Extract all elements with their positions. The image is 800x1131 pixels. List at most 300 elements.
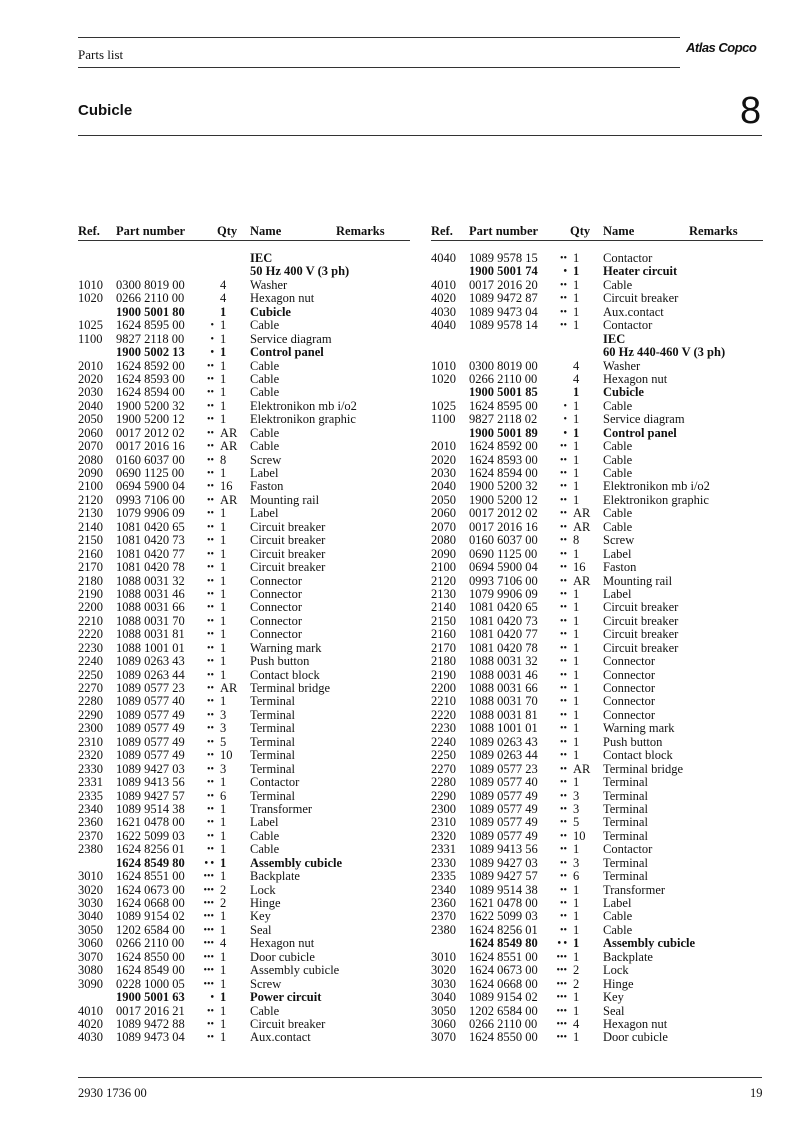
level-dots: •• <box>206 669 214 681</box>
level-dots: •• <box>206 817 214 829</box>
part-number-cell: 1089 0263 44 <box>116 667 185 682</box>
ref-cell: 3040 <box>78 909 103 924</box>
part-number-cell: 1624 8594 00 <box>469 466 538 480</box>
part-number-cell: 1624 0668 00 <box>116 896 185 910</box>
qty-cell: 1 <box>573 385 580 400</box>
level-dots: •• <box>206 736 214 748</box>
level-dots: •• <box>206 656 214 668</box>
part-number-cell: 1900 5001 63 <box>116 990 185 1005</box>
qty-cell: 1 <box>220 976 227 991</box>
ref-cell: 4030 <box>431 304 456 319</box>
header-ref: Ref. <box>431 224 453 238</box>
part-number-cell: 1088 1001 01 <box>469 721 538 736</box>
qty-cell: 1 <box>220 667 227 682</box>
qty-cell: 2 <box>220 896 227 910</box>
part-number-cell: 1202 6584 00 <box>469 1003 538 1018</box>
qty-cell: 1 <box>220 385 227 400</box>
level-dots: •• <box>206 360 214 372</box>
name-cell: Circuit breaker <box>603 291 679 306</box>
name-cell: Contactor <box>603 318 653 333</box>
part-number-cell: 0228 1000 05 <box>116 976 185 991</box>
level-dots: ••• <box>203 884 214 896</box>
name-cell: Lock <box>603 963 629 978</box>
part-number-cell: 1089 0263 44 <box>469 748 538 763</box>
part-number-cell: 1900 5200 32 <box>469 479 538 494</box>
ref-cell: 2370 <box>78 828 103 843</box>
name-cell: Terminal <box>250 748 295 763</box>
qty-cell: 1 <box>220 963 227 978</box>
name-cell: Connector <box>250 586 303 601</box>
ref-cell: 3010 <box>78 869 103 884</box>
ref-cell: 1025 <box>78 318 103 333</box>
name-cell: Transformer <box>603 882 666 897</box>
header-qty: Qty <box>217 224 238 238</box>
part-number-cell: 9827 2118 02 <box>469 412 538 427</box>
level-dots: •• <box>559 696 567 708</box>
name-cell: Cable <box>603 277 633 292</box>
level-dots: •• <box>559 468 567 479</box>
level-dots: •• <box>559 575 567 587</box>
name-cell: 50 Hz 400 V (3 ph) <box>250 264 350 279</box>
ref-cell: 3070 <box>431 1030 456 1045</box>
part-number-cell: 1081 0420 65 <box>116 519 185 534</box>
qty-cell: 1 <box>573 640 580 655</box>
qty-cell: 1 <box>220 466 227 480</box>
ref-cell: 3020 <box>431 963 456 978</box>
name-cell: Circuit breaker <box>250 1016 326 1031</box>
ref-cell: 2180 <box>78 573 103 588</box>
column-header <box>78 224 410 238</box>
ref-cell: 2160 <box>431 627 456 642</box>
qty-cell: 10 <box>573 828 586 843</box>
level-dots: •• <box>559 441 567 453</box>
ref-cell: 4040 <box>431 318 456 333</box>
part-number-cell: 0690 1125 00 <box>469 546 538 561</box>
ref-cell: 2130 <box>431 586 456 601</box>
name-cell: Screw <box>603 533 635 548</box>
level-dots: •• <box>559 723 567 735</box>
qty-cell: 1 <box>573 466 580 480</box>
ref-cell: 2220 <box>431 707 456 722</box>
qty-cell: 1 <box>573 291 580 306</box>
level-dots: • <box>210 347 214 359</box>
ref-cell: 2130 <box>78 506 103 521</box>
name-cell: Door cubicle <box>603 1030 668 1045</box>
part-number-cell: 1202 6584 00 <box>116 922 185 937</box>
name-cell: Label <box>603 586 632 601</box>
name-cell: Terminal bridge <box>250 681 330 695</box>
ref-cell: 2060 <box>78 425 103 440</box>
ref-cell: 2030 <box>431 466 456 480</box>
qty-cell: 8 <box>220 452 227 467</box>
column-header <box>431 224 763 238</box>
part-number-cell: 1900 5200 32 <box>116 398 185 413</box>
level-dots: •• <box>559 830 567 842</box>
part-number-cell: 1089 9154 02 <box>469 990 538 1005</box>
ref-cell: 2380 <box>78 842 103 857</box>
ref-cell: 2030 <box>78 385 103 400</box>
ref-cell: 1010 <box>78 277 103 292</box>
part-number-cell: 1622 5099 03 <box>116 828 185 843</box>
name-cell: Washer <box>250 277 288 292</box>
level-dots: • • <box>557 938 567 950</box>
level-dots: •• <box>559 642 567 654</box>
level-dots: •• <box>559 736 567 748</box>
part-number-cell: 0690 1125 00 <box>116 466 185 480</box>
qty-cell: 1 <box>573 896 580 910</box>
qty-cell: 6 <box>573 869 580 884</box>
qty-cell: 1 <box>220 331 227 346</box>
ref-cell: 3070 <box>78 949 103 964</box>
header-name: Name <box>250 224 282 238</box>
part-number-cell: 0017 2016 21 <box>116 1003 185 1018</box>
header-ref: Ref. <box>78 224 100 238</box>
level-dots: •• <box>206 1032 214 1044</box>
name-cell: Label <box>603 546 632 561</box>
level-dots: •• <box>206 696 214 708</box>
level-dots: •• <box>206 602 214 614</box>
level-dots: •• <box>206 575 214 587</box>
ref-cell: 2120 <box>431 573 456 588</box>
level-dots: •• <box>559 924 567 936</box>
qty-cell: 1 <box>573 600 580 615</box>
part-number-cell: 1900 5001 89 <box>469 425 538 440</box>
qty-cell: 1 <box>220 990 227 1005</box>
part-number-cell: 0266 2110 00 <box>469 371 538 386</box>
part-number-cell: 1089 0577 49 <box>116 748 185 763</box>
part-number-cell: 1624 8256 01 <box>469 922 538 937</box>
level-dots: •• <box>559 629 567 641</box>
qty-cell: 8 <box>573 533 580 548</box>
page-title: Cubicle <box>78 102 133 119</box>
qty-cell: 1 <box>220 1030 227 1045</box>
level-dots: • <box>210 333 214 345</box>
name-cell: Contact block <box>603 748 673 763</box>
ref-cell: 2200 <box>431 681 456 695</box>
qty-cell: 1 <box>573 425 580 440</box>
level-dots: •• <box>559 911 567 923</box>
name-cell: Assembly cubicle <box>603 936 696 951</box>
ref-cell: 1020 <box>431 371 456 386</box>
part-number-cell: 1089 0263 43 <box>469 734 538 749</box>
qty-cell: 1 <box>220 318 227 333</box>
qty-cell: 1 <box>220 358 227 373</box>
ref-cell: 2320 <box>78 748 103 763</box>
level-dots: •• <box>559 320 567 332</box>
level-dots: ••• <box>203 951 214 963</box>
level-dots: •• <box>206 629 214 641</box>
qty-cell: 1 <box>220 1016 227 1031</box>
qty-cell: 1 <box>573 277 580 292</box>
part-number-cell: 1624 8594 00 <box>116 385 185 400</box>
name-cell: Warning mark <box>603 721 675 736</box>
ref-cell: 2040 <box>431 479 456 494</box>
qty-cell: 4 <box>573 358 580 373</box>
name-cell: Cable <box>250 425 280 440</box>
header-part-number: Part number <box>469 224 539 238</box>
ref-cell: 2370 <box>431 909 456 924</box>
level-dots: • • <box>204 857 214 869</box>
level-dots: •• <box>559 857 567 869</box>
qty-cell: 3 <box>220 721 227 736</box>
qty-cell: 1 <box>573 586 580 601</box>
name-cell: Control panel <box>603 425 677 440</box>
level-dots: •• <box>559 293 567 305</box>
ref-cell: 4020 <box>78 1016 103 1031</box>
part-number-cell: 1081 0420 77 <box>469 627 538 642</box>
level-dots: ••• <box>203 965 214 977</box>
part-number-cell: 1624 8592 00 <box>116 358 185 373</box>
name-cell: Terminal <box>603 775 648 790</box>
name-cell: Cable <box>250 828 280 843</box>
ref-cell: 2050 <box>78 412 103 427</box>
level-dots: •• <box>206 548 214 560</box>
header-remarks: Remarks <box>689 224 738 238</box>
name-cell: Seal <box>603 1003 625 1018</box>
name-cell: Cable <box>603 452 633 467</box>
name-cell: Aux.contact <box>603 304 664 319</box>
name-cell: Hinge <box>603 976 634 991</box>
level-dots: •• <box>559 777 567 789</box>
part-number-cell: 1089 9427 57 <box>469 869 538 884</box>
level-dots: •• <box>206 683 214 694</box>
ref-cell: 2010 <box>431 439 456 454</box>
name-cell: Circuit breaker <box>603 640 679 655</box>
name-cell: Power circuit <box>250 990 322 1005</box>
part-number-cell: 1624 8593 00 <box>469 452 538 467</box>
ref-cell: 2090 <box>78 466 103 480</box>
part-number-cell: 1088 0031 70 <box>116 613 185 628</box>
ref-cell: 3080 <box>78 963 103 978</box>
name-cell: Cable <box>603 506 633 521</box>
part-number-cell: 1624 8549 80 <box>116 855 185 870</box>
name-cell: Cable <box>603 398 633 413</box>
name-cell: Terminal <box>250 788 295 803</box>
qty-cell: 1 <box>220 949 227 964</box>
part-number-cell: 1089 9514 38 <box>116 801 185 816</box>
ref-cell: 3030 <box>78 896 103 910</box>
name-cell: Terminal <box>250 694 295 709</box>
name-cell: Hexagon nut <box>603 1016 668 1031</box>
name-cell: Push button <box>250 654 310 669</box>
qty-cell: 1 <box>220 815 227 830</box>
qty-cell: 1 <box>220 694 227 709</box>
level-dots: • <box>210 992 214 1004</box>
level-dots: •• <box>206 588 214 600</box>
level-dots: •• <box>559 615 567 627</box>
ref-cell: 2330 <box>431 855 456 870</box>
qty-cell: 3 <box>573 801 580 816</box>
part-number-cell: 1089 0577 49 <box>469 788 538 803</box>
qty-cell: 1 <box>220 640 227 655</box>
level-dots: •• <box>559 871 567 883</box>
name-cell: Circuit breaker <box>603 600 679 615</box>
part-number-cell: 0266 2110 00 <box>116 291 185 306</box>
part-number-cell: 1089 0263 43 <box>116 654 185 669</box>
level-dots: •• <box>559 898 567 909</box>
part-number-cell: 1089 9427 57 <box>116 788 185 803</box>
qty-cell: 1 <box>220 654 227 669</box>
name-cell: Connector <box>603 654 656 669</box>
document-number: 2930 1736 00 <box>78 1086 147 1100</box>
name-cell: Terminal <box>603 828 648 843</box>
qty-cell: 1 <box>573 439 580 454</box>
name-cell: Backplate <box>603 949 653 964</box>
qty-cell: 1 <box>573 613 580 628</box>
name-cell: Terminal <box>250 761 295 776</box>
name-cell: Contactor <box>603 251 653 265</box>
qty-cell: 1 <box>573 775 580 790</box>
ref-cell: 2060 <box>431 506 456 521</box>
part-number-cell: 0160 6037 00 <box>469 533 538 548</box>
ref-cell: 2300 <box>78 721 103 736</box>
name-cell: Lock <box>250 882 276 897</box>
name-cell: Contact block <box>250 667 320 682</box>
level-dots: • <box>563 414 567 426</box>
level-dots: •• <box>206 790 214 802</box>
footer-rule <box>78 1077 762 1078</box>
ref-cell: 3060 <box>431 1016 456 1031</box>
ref-cell: 2250 <box>78 667 103 682</box>
name-cell: IEC <box>603 331 626 346</box>
name-cell: Elektronikon graphic <box>250 412 356 427</box>
level-dots: •• <box>559 508 567 520</box>
name-cell: Circuit breaker <box>250 546 326 561</box>
part-number-cell: 0017 2012 02 <box>116 425 185 440</box>
level-dots: ••• <box>556 965 567 977</box>
qty-cell: AR <box>220 425 238 440</box>
ref-cell: 2280 <box>78 694 103 709</box>
ref-cell: 2335 <box>78 788 103 803</box>
level-dots: •• <box>206 615 214 627</box>
qty-cell: 1 <box>220 613 227 628</box>
name-cell: Key <box>603 990 624 1005</box>
name-cell: Terminal <box>603 788 648 803</box>
level-dots: •• <box>206 494 214 506</box>
name-cell: Connector <box>250 600 303 615</box>
qty-cell: 1 <box>573 398 580 413</box>
ref-cell: 1100 <box>78 331 103 346</box>
part-number-cell: 1621 0478 00 <box>116 815 185 830</box>
level-dots: ••• <box>203 938 214 950</box>
qty-cell: 1 <box>220 304 227 319</box>
part-number-cell: 1089 0577 49 <box>469 828 538 843</box>
qty-cell: 1 <box>220 922 227 937</box>
part-number-cell: 0266 2110 00 <box>116 936 185 951</box>
name-cell: Service diagram <box>603 412 685 427</box>
level-dots: •• <box>559 884 567 896</box>
qty-cell: 1 <box>220 586 227 601</box>
level-dots: •• <box>559 803 567 815</box>
name-cell: Connector <box>603 681 656 695</box>
part-number-cell: 1089 9427 03 <box>116 761 185 776</box>
level-dots: •• <box>559 253 567 264</box>
qty-cell: 1 <box>573 667 580 682</box>
level-dots: •• <box>206 844 214 856</box>
qty-cell: 2 <box>573 976 580 991</box>
name-cell: Cable <box>250 371 280 386</box>
level-dots: ••• <box>203 898 214 909</box>
qty-cell: 1 <box>220 345 227 360</box>
name-cell: Contactor <box>250 775 300 790</box>
qty-cell: 4 <box>220 277 227 292</box>
name-cell: Connector <box>250 613 303 628</box>
level-dots: •• <box>206 373 214 385</box>
column-header-rule <box>431 240 763 241</box>
level-dots: •• <box>206 1005 214 1017</box>
name-cell: Washer <box>603 358 641 373</box>
level-dots: •• <box>559 844 567 856</box>
name-cell: Aux.contact <box>250 1030 311 1045</box>
ref-cell: 2310 <box>78 734 103 749</box>
part-number-cell: 1089 9427 03 <box>469 855 538 870</box>
level-dots: •• <box>559 817 567 829</box>
name-cell: Label <box>250 506 279 521</box>
level-dots: •• <box>206 763 214 775</box>
qty-cell: 16 <box>573 560 586 575</box>
name-cell: Cable <box>250 358 280 373</box>
part-number-cell: 0266 2110 00 <box>469 1016 538 1031</box>
ref-cell: 2150 <box>431 613 456 628</box>
level-dots: ••• <box>556 978 567 990</box>
level-dots: •• <box>206 803 214 815</box>
part-number-cell: 0300 8019 00 <box>116 277 185 292</box>
ref-cell: 2360 <box>78 815 103 830</box>
level-dots: ••• <box>556 1032 567 1044</box>
part-number-cell: 1088 0031 32 <box>469 654 538 669</box>
name-cell: Faston <box>603 560 637 575</box>
ref-cell: 2010 <box>78 358 103 373</box>
qty-cell: 1 <box>573 707 580 722</box>
name-cell: Connector <box>603 707 656 722</box>
ref-cell: 2020 <box>78 371 103 386</box>
part-number-cell: 1089 0577 49 <box>469 801 538 816</box>
ref-cell: 2190 <box>431 667 456 682</box>
name-cell: Circuit breaker <box>250 560 326 575</box>
part-number-cell: 0300 8019 00 <box>469 358 538 373</box>
ref-cell: 2070 <box>78 439 103 454</box>
ref-cell: 2100 <box>431 560 456 575</box>
qty-cell: 1 <box>573 251 580 265</box>
column-header-rule <box>78 240 410 241</box>
name-cell: Elektronikon graphic <box>603 492 709 507</box>
name-cell: Cable <box>603 439 633 454</box>
qty-cell: 1 <box>573 990 580 1005</box>
qty-cell: 1 <box>220 506 227 521</box>
ref-cell: 2040 <box>78 398 103 413</box>
level-dots: •• <box>559 709 567 721</box>
qty-cell: 3 <box>573 855 580 870</box>
name-cell: Terminal <box>603 815 648 830</box>
name-cell: Heater circuit <box>603 264 678 279</box>
ref-cell: 2090 <box>431 546 456 561</box>
name-cell: Label <box>603 896 632 910</box>
qty-cell: 1 <box>573 304 580 319</box>
part-number-cell: 1088 1001 01 <box>116 640 185 655</box>
qty-cell: 3 <box>573 788 580 803</box>
ref-cell: 3050 <box>431 1003 456 1018</box>
qty-cell: 1 <box>220 627 227 642</box>
qty-cell: AR <box>220 439 238 454</box>
qty-cell: AR <box>573 519 591 534</box>
level-dots: •• <box>559 602 567 614</box>
qty-cell: 4 <box>220 291 227 306</box>
qty-cell: 1 <box>573 949 580 964</box>
level-dots: •• <box>206 562 214 574</box>
part-number-cell: 1900 5200 12 <box>469 492 538 507</box>
part-number-cell: 0017 2016 16 <box>116 439 185 454</box>
part-number-cell: 1624 8551 00 <box>116 869 185 884</box>
